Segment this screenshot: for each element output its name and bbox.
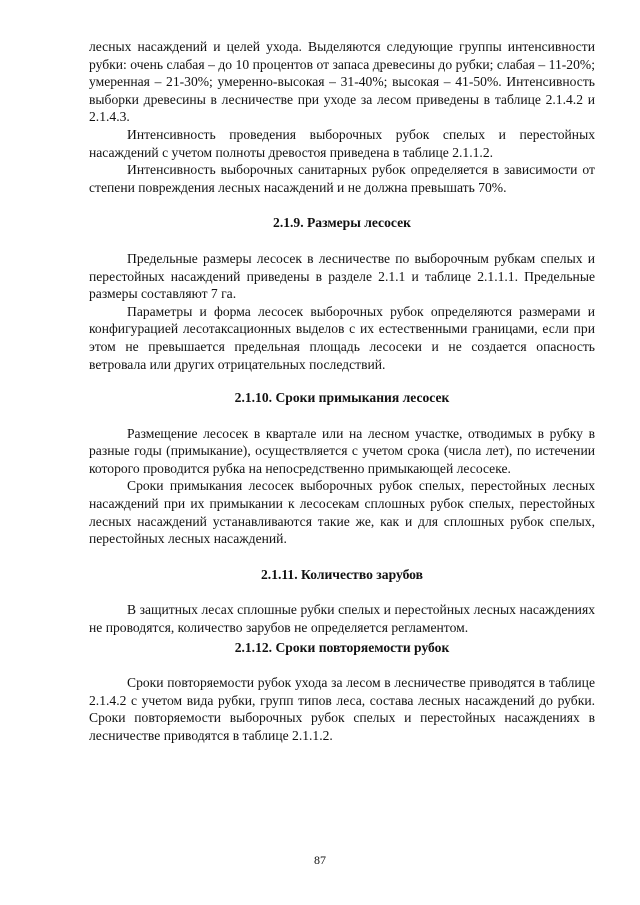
paragraph-intro-1: лесных насаждений и целей ухода. Выделяются следующие группы интенсивности рубки: очень слабая – до 10 процентов от запаса древесины до рубки; слабая – 11-20%; умеренная – 21-30%; умеренно-высокая – 31-40%; высокая – 41-50%. Интенсивность выборки древесины в лесничестве при уходе за лесом приведены в таблице 2.1.4.2 и 2.1.4.3. bbox=[89, 39, 595, 125]
paragraph-intro-2: Интенсивность проведения выборочных рубок спелых и перестойных насаждений с учетом полноты древостоя приведена в таблице 2.1.1.2. bbox=[89, 126, 595, 160]
section-heading-2-1-12: 2.1.12. Сроки повторяемости рубок bbox=[234, 639, 450, 655]
document-page bbox=[89, 38, 595, 745]
paragraph-intro-3: Интенсивность выборочных санитарных рубок определяется в зависимости от степени повреждения лесных насаждений и не должна превышать 70%. bbox=[89, 162, 595, 195]
paragraph-2-1-12-1: Сроки повторяемости рубок ухода за лесом в лесничестве приводятся в таблице 2.1.4.2 с учетом вида рубки, групп типов леса, состава лесных насаждений до рубки. Сроки повторяемости выборочных рубок спелых и перестойных насаждениях в лесничестве приводятся в таблице 2.1.1.2. bbox=[89, 675, 595, 743]
page-number: 87 bbox=[314, 853, 326, 867]
section-heading-2-1-9: 2.1.9. Размеры лесосек bbox=[273, 215, 411, 231]
section-heading-2-1-10: 2.1.10. Сроки примыкания лесосек bbox=[234, 390, 450, 406]
paragraph-2-1-10-1: Размещение лесосек в квартале или на лесном участке, отводимых в рубку в разные годы (примыкание), осуществляется с учетом срока (числа лет), по истечении которого проводится рубка на непосредственно примыкающей лесосеке. bbox=[89, 425, 595, 476]
paragraph-2-1-10-2: Сроки примыкания лесосек выборочных рубок спелых, перестойных лесных насаждений при их примыкании к лесосекам сплошных рубок спелых, перестойных лесных насаждений устанавливаются такие же, как и для сплошных рубок спелых, перестойных лесных насаждений. bbox=[89, 478, 595, 547]
paragraph-2-1-9-1: Предельные размеры лесосек в лесничестве по выборочным рубкам спелых и перестойных насаждений приведены в разделе 2.1.1 и таблице 2.1.1.1. Предельные размеры составляют 7 га. bbox=[89, 250, 595, 302]
paragraph-2-1-11-1: В защитных лесах сплошные рубки спелых и перестойных лесных насаждениях не проводятся, количество зарубов не определяется регламентом. bbox=[89, 602, 595, 636]
paragraph-2-1-9-2: Параметры и форма лесосек выборочных рубок определяются размерами и конфигурацией лесотаксационных выделов с их естественными границами, если при этом не превышается предельная площадь лесосеки и не создается опасность ветровала или других отрицательных последствий. bbox=[89, 303, 595, 372]
section-heading-2-1-11: 2.1.11. Количество зарубов bbox=[261, 566, 423, 582]
